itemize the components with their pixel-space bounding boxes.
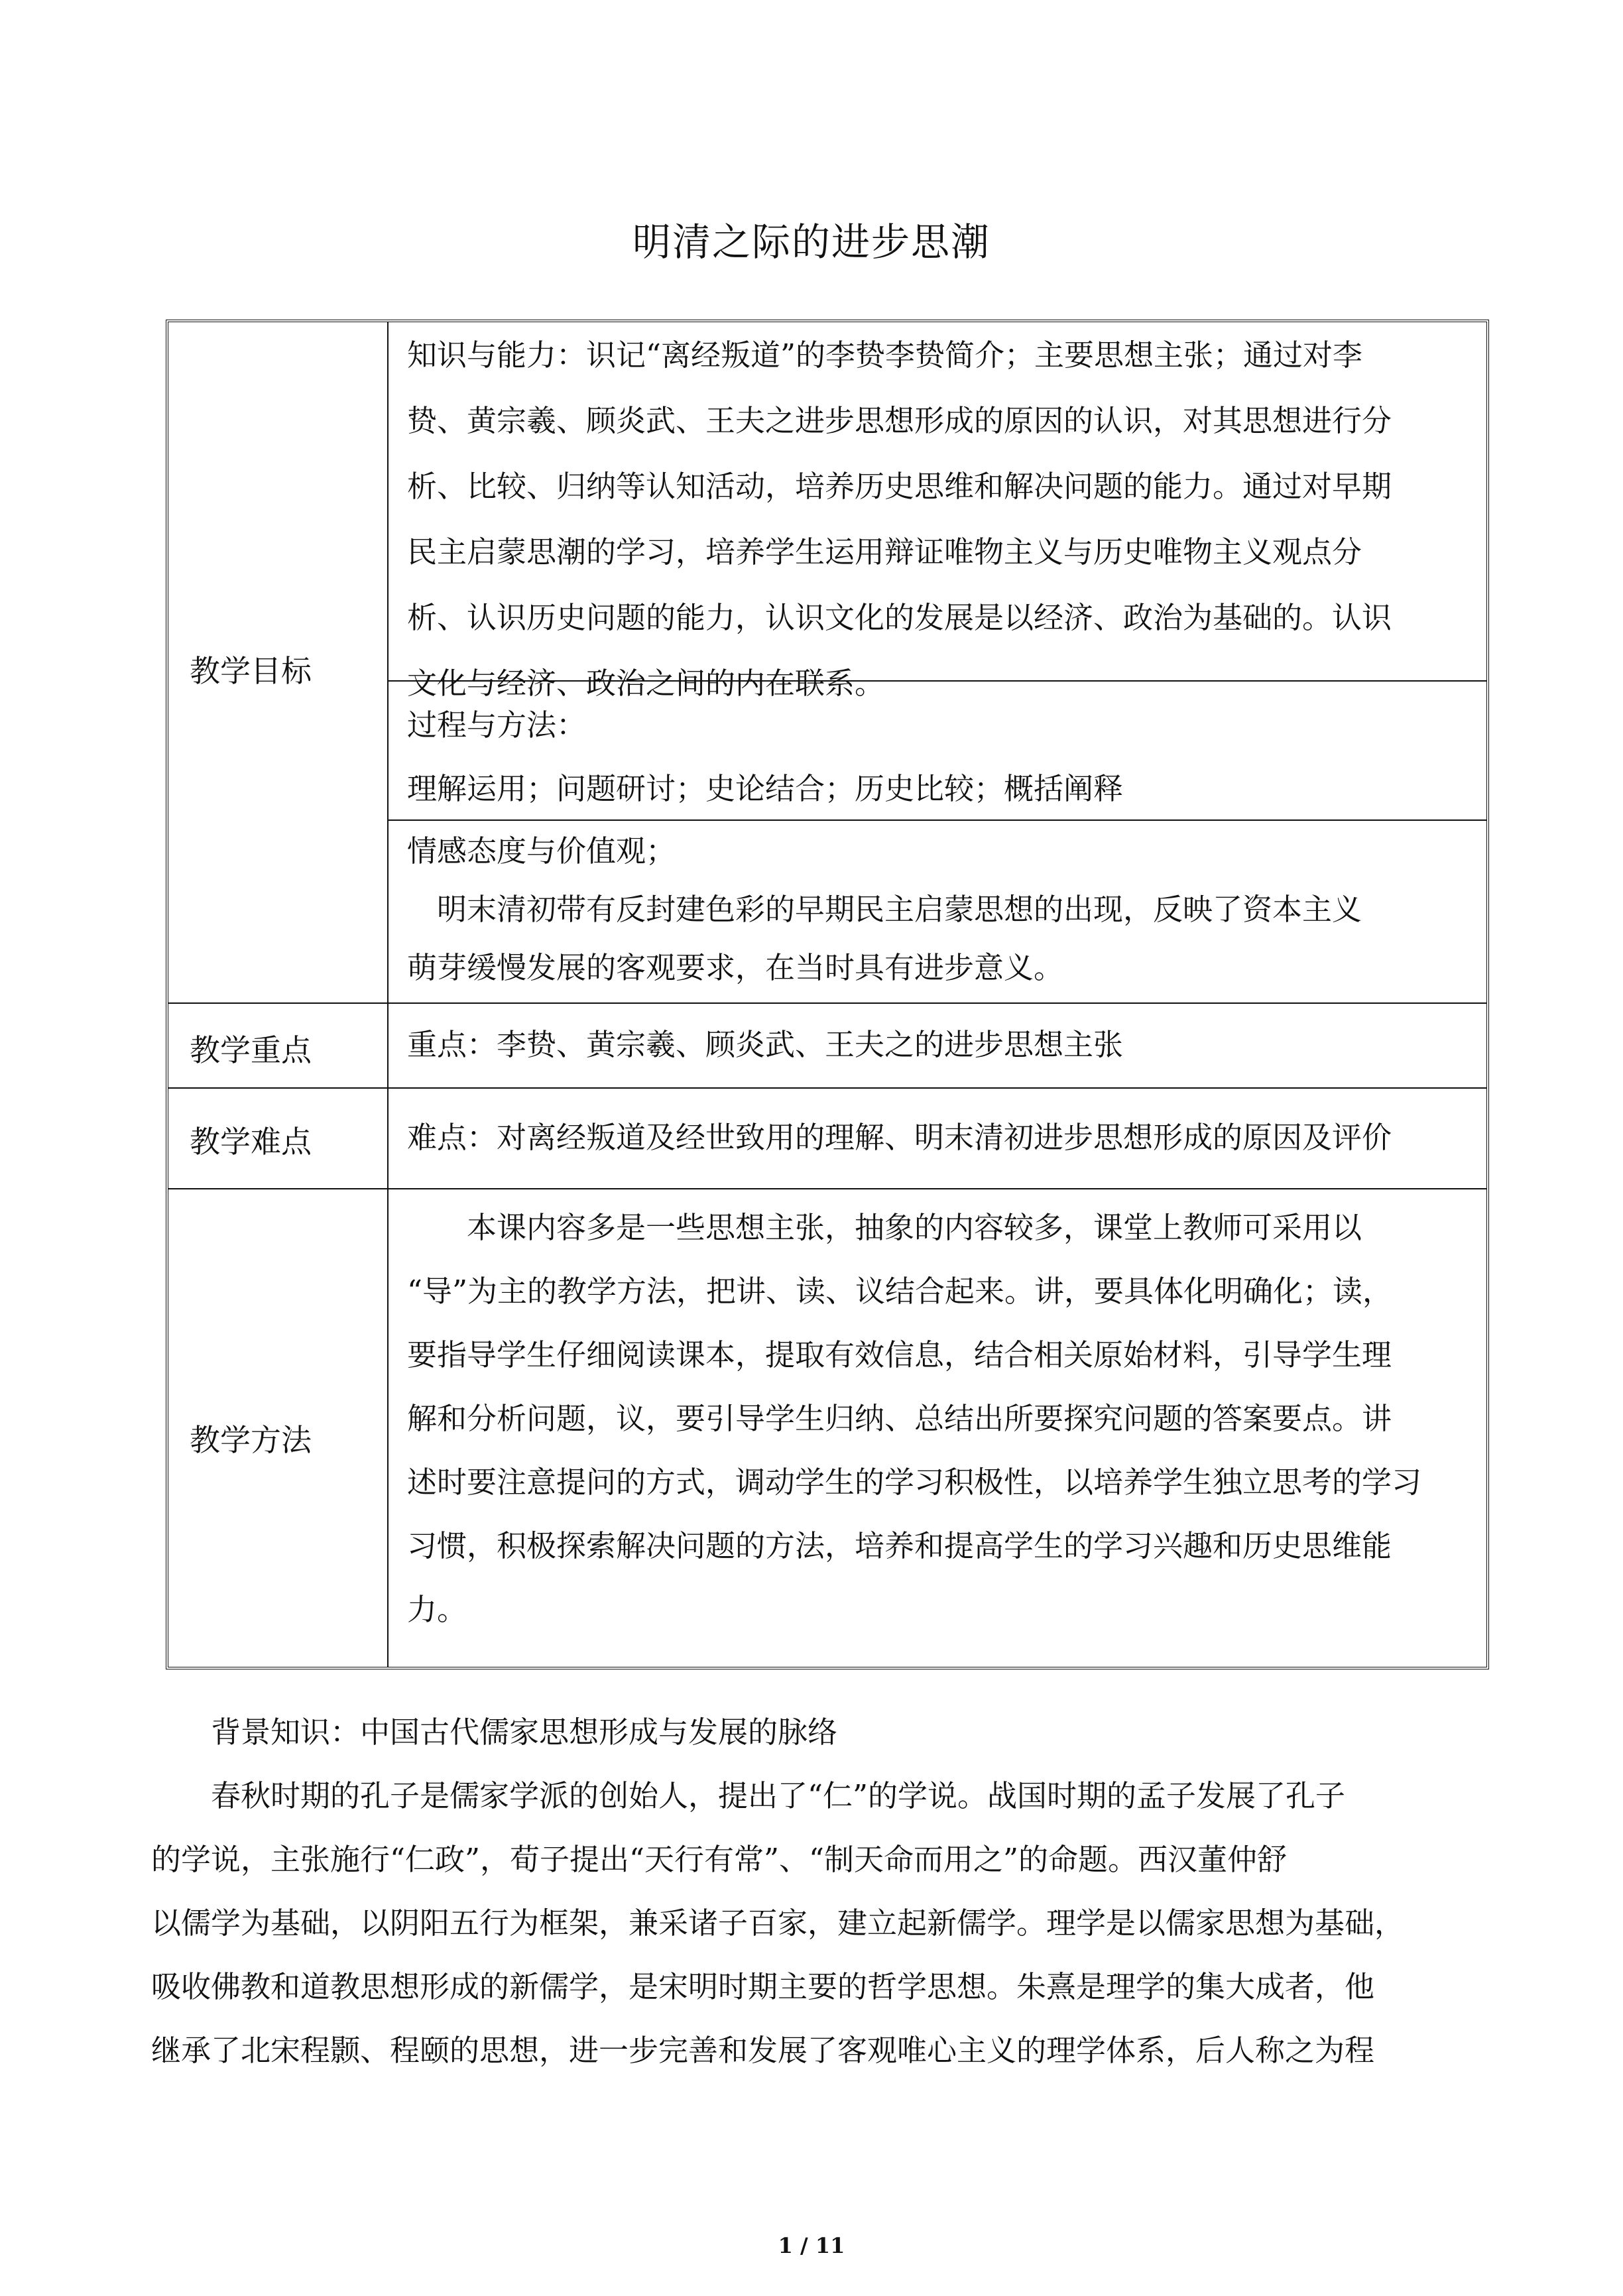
row-divider [168,1188,1486,1189]
page-number: 1 / 11 [778,2233,845,2258]
paragraph-line: 继承了北宋程颢、程颐的思想，进一步完善和发展了客观唯心主义的理学体系，后人称之为程 [151,2033,1375,2068]
text-line: 萌芽缓慢发展的客观要求，在当时具有进步意义。 [407,950,1064,985]
text-line: 习惯，积极探索解决问题的方法，培养和提高学生的学习兴趣和历史思维能 [407,1528,1392,1563]
text-line: 文化与经济、政治之间的内在联系。 [407,666,885,701]
text-line: 重点：李贽、黄宗羲、顾炎武、王夫之的进步思想主张 [407,1027,1124,1062]
text-line: 力。 [407,1592,467,1627]
lesson-plan-table [166,320,1489,1669]
key-point-cell [407,1013,1468,1077]
knowledge-ability-cell [407,322,1468,716]
paragraph-line: 的学说，主张施行“仁政”，荀子提出“天行有常”、“制天命而用之”的命题。西汉董仲舒 [151,1842,1288,1877]
paragraph-line: 春秋时期的孔子是儒家学派的创始人，提出了“仁”的学说。战国时期的孟子发展了孔子 [151,1778,1346,1813]
text-line: 明末清初带有反封建色彩的早期民主启蒙思想的出现，反映了资本主义 [407,892,1362,927]
row-divider [168,1002,1486,1004]
key-points-label: 教学重点 [190,1032,312,1068]
process-method-cell [407,694,1468,821]
paragraph-line: 以儒学为基础，以阴阳五行为框架，兼采诸子百家，建立起新儒学。理学是以儒家思想为基础， [151,1905,1405,1941]
paragraph-line: 吸收佛教和道教思想形成的新儒学，是宋明时期主要的哲学思想。朱熹是理学的集大成者，他 [151,1969,1375,2004]
text-line: 解和分析问题，议，要引导学生归纳、总结出所要探究问题的答案要点。讲 [407,1401,1392,1436]
row-divider [168,1087,1486,1089]
text-line: 民主启蒙思潮的学习，培养学生运用辩证唯物主义与历史唯物主义观点分 [407,534,1362,570]
text-line: 过程与方法： [407,707,587,743]
text-line: 贽、黄宗羲、顾炎武、王夫之进步思想形成的原因的认识，对其思想进行分 [407,403,1392,438]
difficulties-label: 教学难点 [190,1124,312,1160]
teaching-method-cell [407,1196,1468,1642]
emotion-values-cell [407,822,1468,997]
text-line: “导”为主的教学方法，把讲、读、议结合起来。讲，要具体化明确化；读， [407,1274,1393,1309]
text-line: 难点：对离经叛道及经世致用的理解、明末清初进步思想形成的原因及评价 [407,1120,1392,1155]
text-line: 情感态度与价值观； [407,833,676,869]
background-knowledge-section [151,1701,1477,2083]
methods-label: 教学方法 [190,1422,312,1458]
text-line: 析、比较、归纳等认知活动，培养历史思维和解决问题的能力。通过对早期 [407,469,1392,504]
text-line: 析、认识历史问题的能力，认识文化的发展是以经济、政治为基础的。认识 [407,600,1392,635]
text-line: 要指导学生仔细阅读课本，提取有效信息，结合相关原始材料，引导学生理 [407,1337,1392,1372]
paragraph-line: 背景知识：中国古代儒家思想形成与发展的脉络 [151,1715,838,1750]
difficulty-cell [407,1106,1468,1170]
text-line: 本课内容多是一些思想主张，抽象的内容较多，课堂上教师可采用以 [407,1210,1362,1245]
text-line: 理解运用；问题研讨；史论结合；历史比较；概括阐释 [407,771,1124,806]
column-divider [387,322,389,1667]
page-title: 明清之际的进步思潮 [632,219,991,265]
text-line: 知识与能力：识记“离经叛道”的李贽李贽简介；主要思想主张；通过对李 [407,337,1363,373]
objectives-label: 教学目标 [190,653,312,689]
text-line: 述时要注意提问的方式，调动学生的学习积极性，以培养学生独立思考的学习 [407,1465,1422,1500]
